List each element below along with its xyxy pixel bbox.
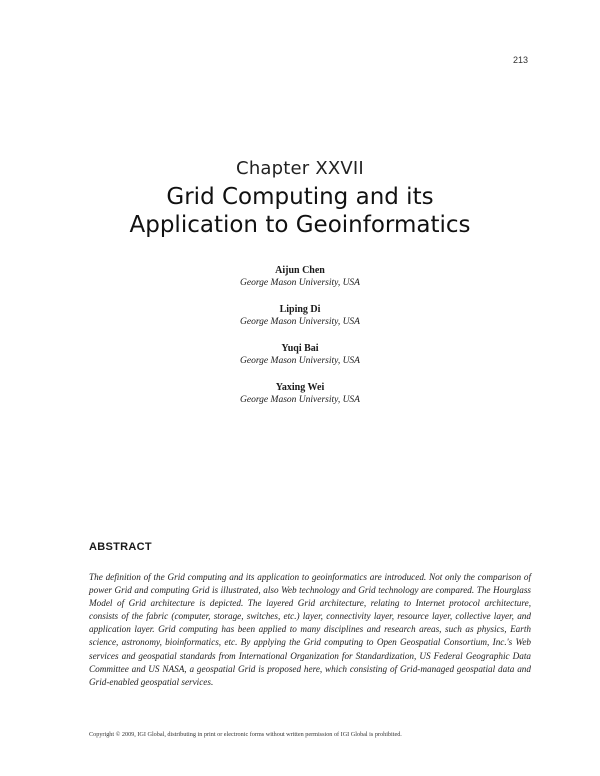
author-entry [0,264,600,290]
chapter-title [0,183,600,239]
author-affiliation: George Mason University, USA [240,278,360,288]
author-name: Yuqi Bai [281,343,319,354]
author-entry [0,381,600,407]
chapter-label: Chapter XXVII [236,158,364,179]
author-name: Yaxing Wei [275,382,325,393]
author-affiliation: George Mason University, USA [240,317,360,327]
author-affiliation: George Mason University, USA [240,395,360,405]
chapter-title-line-2: Application to Geoinformatics [129,212,471,238]
chapter-title-line-1: Grid Computing and its [166,184,434,210]
author-name: Aijun Chen [275,265,325,276]
author-affiliation: George Mason University, USA [240,356,360,366]
abstract-heading: ABSTRACT [89,541,152,553]
abstract-body: The definition of the Grid computing and its application to geoinformatics are introduced. Not only the comparison of power Grid and computing Grid is illustrated, also Web technology and Grid technology are compared. The Hourglass Model of Grid architecture is depicted. The layered Grid architecture, relating to Internet protocol architecture, consists of the fabric (computer, storage, switches, etc.) layer, connectivity layer, resource layer, collective layer, and application layer. Grid computing has been applied to many disciplines and research areas, such as physics, Earth science, astronomy, bioinformatics, etc. By applying the Grid computing to Open Geospatial Consortium, Inc.'s Web services and geospatial standards from International Organization for Standardization, US Federal Geographic Data Committee and US NASA, a geospatial Grid is proposed here, which consisting of Grid-managed geospatial data and Grid-enabled geospatial services. [89,572,531,687]
author-entry [0,342,600,368]
author-list [0,264,600,420]
chapter-heading [0,158,600,239]
page-number: 213 [512,55,528,65]
copyright-notice: Copyright © 2009, IGI Global, distributing in print or electronic forms without written permission of IGI Global is prohibited. [89,731,402,738]
author-entry [0,303,600,329]
author-name: Liping Di [279,304,321,315]
